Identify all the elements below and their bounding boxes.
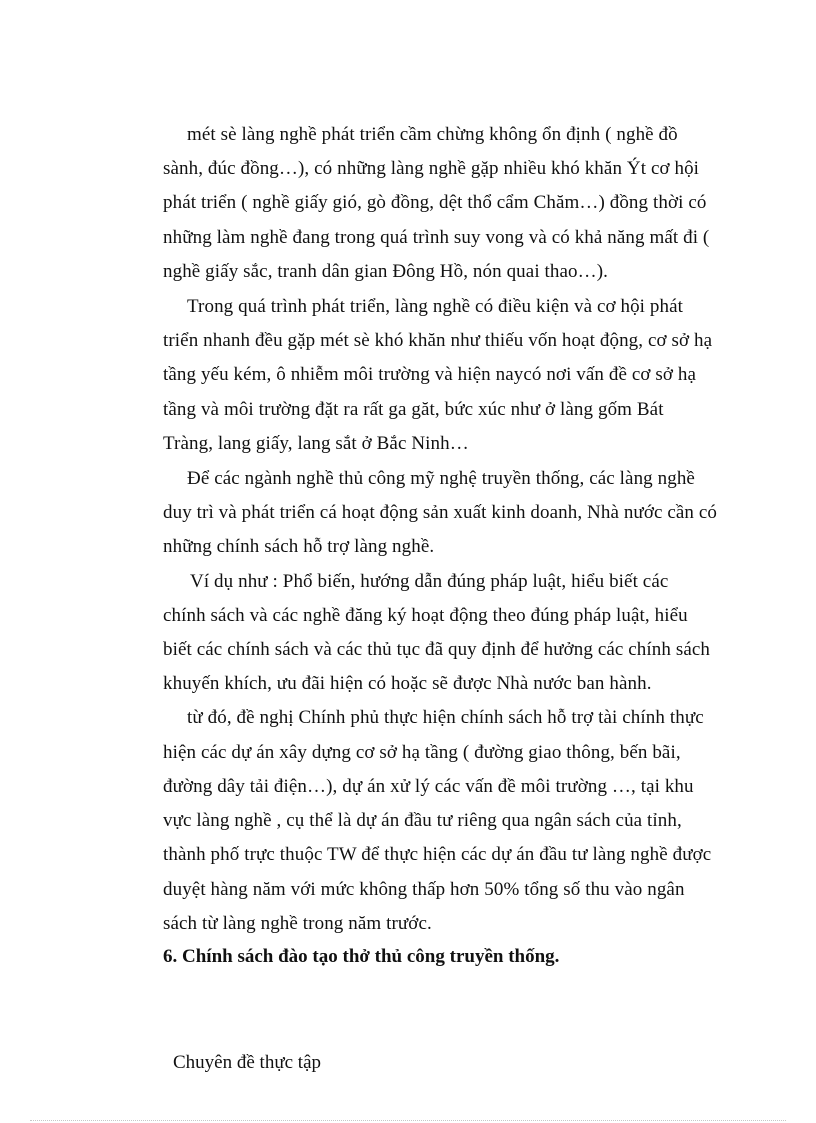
paragraph-5-line-5: thành phố trực thuộc TW để thực hiện các dự án đầu tư làng nghề được — [163, 844, 712, 865]
paragraph-1-line-2: sành, đúc đồng…), có những làng nghề gặp nhiều khó khăn Ýt cơ hội — [163, 158, 700, 179]
paragraph-5-line-1: từ đó, đề nghị Chính phủ thực hiện chính sách hỗ trợ tài chính thực — [187, 707, 704, 728]
paragraph-5-line-4: vực làng nghề , cụ thể là dự án đầu tư riêng qua ngân sách của tỉnh, — [163, 810, 682, 831]
paragraph-3-line-2: duy trì và phát triển cá hoạt động sản xuất kinh doanh, Nhà nước cần có — [163, 502, 718, 523]
page-bottom-rule — [30, 1120, 786, 1121]
paragraph-2-line-3: tầng yếu kém, ô nhiễm môi trường và hiện naycó nơi vấn đề cơ sở hạ — [163, 364, 697, 385]
paragraph-5-line-7: sách từ làng nghề trong năm trước. — [163, 913, 432, 934]
paragraph-4-line-2: chính sách và các nghề đăng ký hoạt động theo đúng pháp luật, hiểu — [163, 605, 688, 626]
paragraph-3-line-3: những chính sách hỗ trợ làng nghề. — [163, 536, 435, 557]
paragraph-5-line-2: hiện các dự án xây dựng cơ sở hạ tầng ( đường giao thông, bến bãi, — [163, 742, 681, 763]
paragraph-2-line-1: Trong quá trình phát triển, làng nghề có điều kiện và cơ hội phát — [187, 296, 684, 317]
paragraph-1-line-5: nghề giấy sắc, tranh dân gian Đông Hồ, nón quai thao…). — [163, 261, 609, 282]
paragraph-3-line-1: Để các ngành nghề thủ công mỹ nghệ truyền thống, các làng nghề — [187, 468, 695, 489]
paragraph-5-line-3: đường dây tải điện…), dự án xử lý các vấn đề môi trường …, tại khu — [163, 776, 694, 797]
paragraph-4-line-4: khuyến khích, ưu đãi hiện có hoặc sẽ được Nhà nước ban hành. — [163, 673, 652, 694]
paragraph-5-line-6: duyệt hàng năm với mức không thấp hơn 50% tổng số thu vào ngân — [163, 879, 685, 900]
section-heading: 6. Chính sách đào tạo thở thủ công truyền thống. — [163, 946, 560, 967]
paragraph-4-line-3: biết các chính sách và các thủ tục đã quy định để hưởng các chính sách — [163, 639, 710, 660]
paragraph-4-line-1: Ví dụ như : Phổ biến, hướng dẫn đúng pháp luật, hiểu biết các — [190, 571, 669, 592]
paragraph-2-line-5: Tràng, lang giấy, lang sắt ở Bắc Ninh… — [163, 433, 469, 454]
page-footer: Chuyên đề thực tập — [173, 1052, 322, 1073]
paragraph-1-line-3: phát triển ( nghề giấy gió, gò đồng, dệt thổ cẩm Chăm…) đồng thời có — [163, 192, 707, 213]
paragraph-2-line-4: tầng và môi trường đặt ra rất ga găt, bức xúc như ở làng gốm Bát — [163, 399, 664, 420]
paragraph-2-line-2: triển nhanh đều gặp mét sè khó khăn như thiếu vốn hoạt động, cơ sở hạ — [163, 330, 713, 351]
paragraph-1-line-1: mét sè làng nghề phát triển cầm chừng không ổn định ( nghề đồ — [187, 124, 678, 145]
paragraph-1-line-4: những làm nghề đang trong quá trình suy vong và có khả năng mất đi ( — [163, 227, 710, 248]
